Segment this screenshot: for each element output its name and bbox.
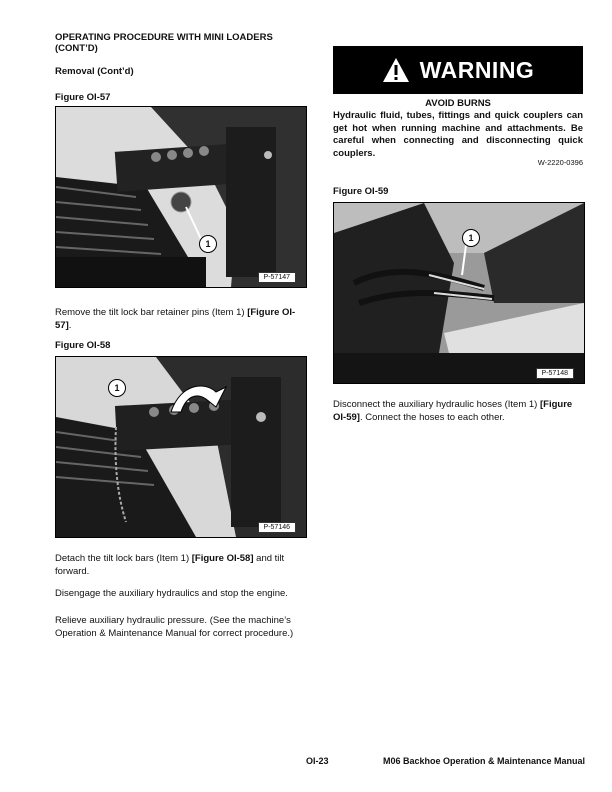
paragraph-disengage: Disengage the auxiliary hydraulics and stop the engine. (55, 588, 288, 599)
figure-ol58-label: Figure OI-58 (55, 340, 111, 351)
warning-text: Hydraulic fluid, tubes, fittings and quick couplers can get hot when running machine and attachments. Be careful when connecting and disconnecting quick couplers. (333, 110, 583, 159)
figure-ol57-label: Figure OI-57 (55, 92, 111, 103)
figure-ol59-photo-id: P-57148 (536, 368, 574, 379)
warning-banner (333, 46, 583, 94)
figure-ol57-photo-id: P-57147 (258, 272, 296, 283)
warning-heading: AVOID BURNS (425, 98, 491, 109)
figure-ol58-photo-id: P-57146 (258, 522, 296, 533)
section-title: OPERATING PROCEDURE WITH MINI LOADERS (CONT’D) (55, 32, 273, 54)
figure-ol58-callout: 1 (108, 379, 126, 397)
figure-ol59-ref: [Figure OI-59] (333, 399, 573, 423)
paragraph-remove-pins-text: Remove the tilt lock bar retainer pins (Item 1) (55, 307, 248, 318)
paragraph-detach-bars-text: Detach the tilt lock bars (Item 1) (55, 553, 192, 564)
subtitle: Removal (Cont’d) (55, 66, 134, 77)
warning-code: W-2220-0396 (537, 158, 583, 167)
figure-ol59-callout: 1 (462, 229, 480, 247)
figure-ol58-ref: [Figure OI-58] (191, 553, 254, 564)
paragraph-disconnect-hoses-end: . Connect the hoses to each other. (359, 412, 505, 423)
warning-title: WARNING (419, 56, 535, 83)
manual-title: M06 Backhoe Operation & Maintenance Manual (383, 756, 586, 766)
paragraph-disconnect-hoses-text: Disconnect the auxiliary hydraulic hoses (Item 1) (333, 399, 540, 410)
paragraph-remove-pins (55, 306, 305, 332)
paragraph-relieve-pressure: Relieve auxiliary hydraulic pressure. (See the machine’s Operation & Maintenance Manual for correct procedure.) (55, 615, 294, 639)
paragraph-detach-bars-end: and tilt forward. (55, 553, 285, 577)
figure-ol57-callout: 1 (199, 235, 217, 253)
paragraph-disconnect-hoses (333, 398, 583, 424)
figure-ol59-photo (333, 202, 585, 384)
warning-triangle-icon (382, 57, 410, 83)
figure-ol58-photo (55, 356, 307, 538)
figure-ol57-ref: [Figure OI-57] (55, 307, 296, 331)
paragraph-detach-bars (55, 552, 305, 578)
paragraph-remove-pins-end: . (68, 320, 72, 331)
page-number: OI-23 (306, 756, 329, 766)
figure-ol57-photo (55, 106, 307, 288)
figure-ol59-label: Figure OI-59 (333, 186, 389, 197)
